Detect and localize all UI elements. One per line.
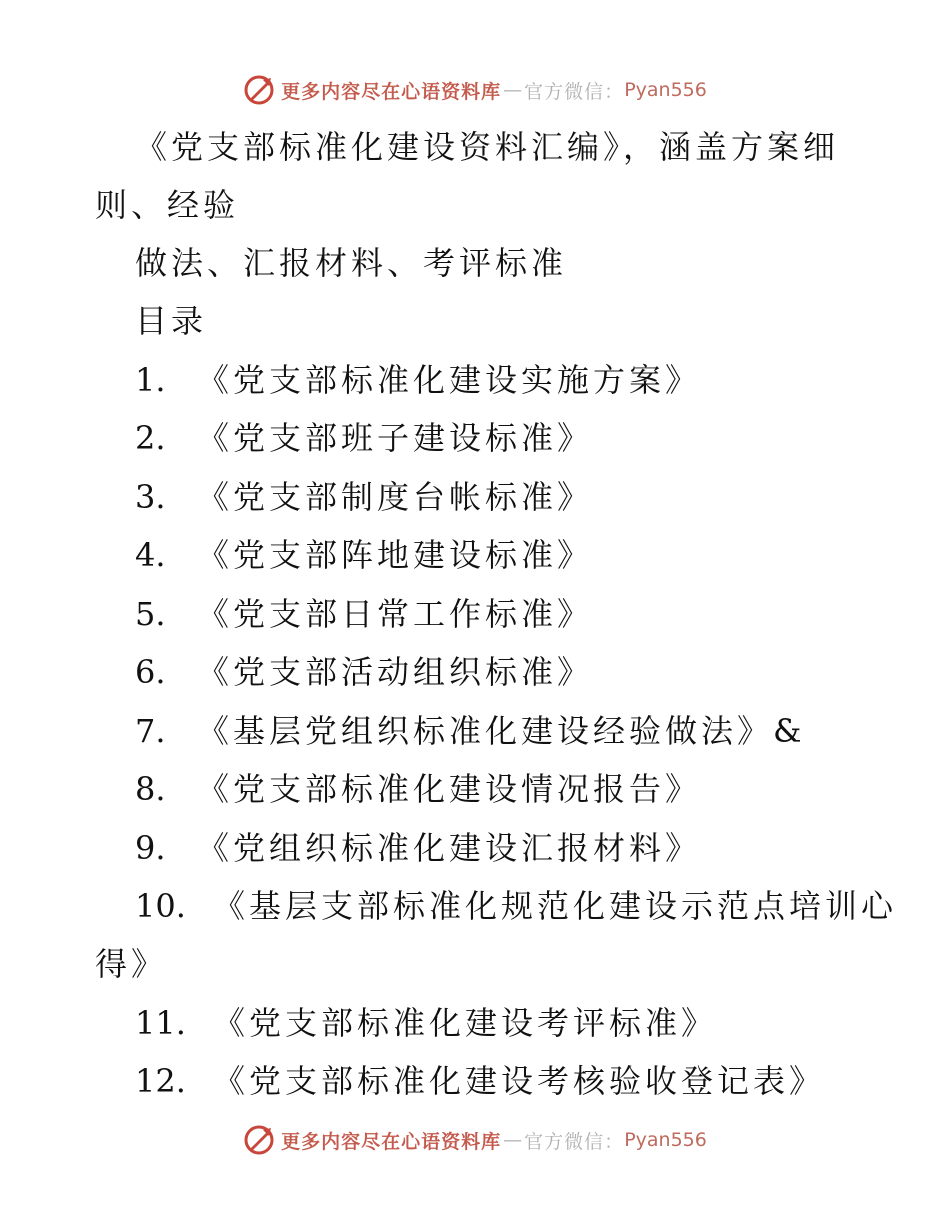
toc-item (135, 828, 701, 868)
toc-item (135, 535, 593, 575)
red-quill-logo-icon (243, 74, 275, 106)
toc-item-number: 6. (135, 653, 166, 691)
toc-item (135, 418, 593, 458)
toc-item-number: 2. (135, 419, 166, 457)
toc-item-title: 《党支部阵地建设标准》 (197, 536, 594, 574)
toc-item-title: 《基层党组织标准化建设经验做法》& (197, 712, 806, 750)
toc-item (135, 886, 897, 926)
toc-item-number: 1. (135, 361, 166, 399)
toc-item-number: 12. (135, 1062, 186, 1100)
toc-item (135, 711, 806, 751)
toc-item-number: 4. (135, 536, 166, 574)
toc-heading: 目录 (135, 302, 208, 340)
watermark-separator: — (503, 1129, 523, 1151)
toc-item (135, 1061, 825, 1101)
toc-item (135, 360, 701, 400)
toc-item-title: 《党支部标准化建设实施方案》 (197, 361, 702, 399)
watermark-footer (0, 1120, 950, 1160)
toc-item-title: 《党支部活动组织标准》 (197, 653, 594, 691)
watermark-brand: 更多内容尽在心语资料库 (281, 1130, 502, 1153)
toc-item-title: 《党支部日常工作标准》 (197, 595, 594, 633)
watermark-brand: 更多内容尽在心语资料库 (281, 80, 502, 103)
watermark-label: 官方微信： (524, 1130, 625, 1153)
toc-item-continuation: 得》 (95, 945, 168, 983)
toc-item-title: 《基层支部标准化规范化建设示范点培训心 (213, 887, 898, 925)
intro-line-3: 做法、汇报材料、考评标准 (135, 244, 568, 282)
toc-item-title: 《党支部班子建设标准》 (197, 419, 594, 457)
toc-item (135, 769, 701, 809)
toc-item (135, 652, 593, 692)
toc-item-number: 9. (135, 829, 166, 867)
watermark-label: 官方微信： (524, 80, 625, 103)
toc-item-number: 10. (135, 887, 186, 925)
watermark-separator: — (503, 79, 523, 101)
watermark-wechat-id: Pyan556 (624, 1129, 707, 1151)
toc-item-title: 《党组织标准化建设汇报材料》 (197, 829, 702, 867)
toc-item (135, 1003, 717, 1043)
intro-line-2: 则、经验 (95, 186, 240, 224)
watermark-header (0, 70, 950, 110)
toc-item-title: 《党支部标准化建设考评标准》 (213, 1004, 718, 1042)
toc-item-number: 8. (135, 770, 166, 808)
intro-line-1: 《党支部标准化建设资料汇编》，涵盖方案细 (135, 128, 840, 166)
toc-item-number: 5. (135, 595, 166, 633)
toc-item (135, 477, 593, 517)
toc-item-number: 11. (135, 1004, 186, 1042)
toc-item-title: 《党支部制度台帐标准》 (197, 478, 594, 516)
red-quill-logo-icon (243, 1124, 275, 1156)
watermark-wechat-id: Pyan556 (624, 79, 707, 101)
toc-item (135, 594, 593, 634)
toc-item-title: 《党支部标准化建设考核验收登记表》 (213, 1062, 826, 1100)
toc-item-title: 《党支部标准化建设情况报告》 (197, 770, 702, 808)
toc-item-number: 3. (135, 478, 166, 516)
toc-item-number: 7. (135, 712, 166, 750)
